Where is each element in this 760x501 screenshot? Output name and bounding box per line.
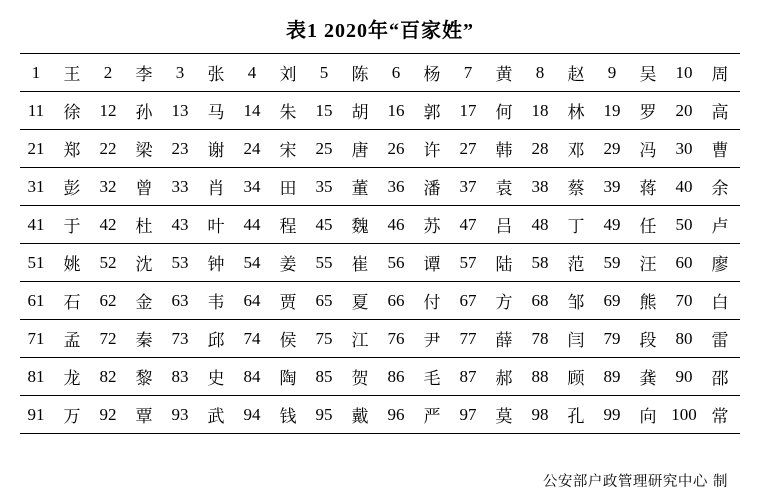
surname-cell: 肖	[196, 168, 236, 206]
rank-cell: 1	[20, 54, 52, 92]
rank-cell: 64	[236, 282, 268, 320]
surname-cell: 蒋	[628, 168, 668, 206]
rank-cell: 69	[596, 282, 628, 320]
table-row	[20, 168, 740, 206]
rank-cell: 79	[596, 320, 628, 358]
rank-cell: 48	[524, 206, 556, 244]
surname-cell: 苏	[412, 206, 452, 244]
rank-cell: 39	[596, 168, 628, 206]
rank-cell: 9	[596, 54, 628, 92]
rank-cell: 100	[668, 396, 700, 434]
surname-cell: 常	[700, 396, 740, 434]
surname-cell: 毛	[412, 358, 452, 396]
rank-cell: 62	[92, 282, 124, 320]
rank-cell: 14	[236, 92, 268, 130]
surname-cell: 覃	[124, 396, 164, 434]
surname-cell: 田	[268, 168, 308, 206]
rank-cell: 38	[524, 168, 556, 206]
rank-cell: 85	[308, 358, 340, 396]
rank-cell: 67	[452, 282, 484, 320]
rank-cell: 12	[92, 92, 124, 130]
rank-cell: 74	[236, 320, 268, 358]
rank-cell: 58	[524, 244, 556, 282]
rank-cell: 82	[92, 358, 124, 396]
rank-cell: 4	[236, 54, 268, 92]
surname-cell: 戴	[340, 396, 380, 434]
surname-cell: 叶	[196, 206, 236, 244]
surname-cell: 许	[412, 130, 452, 168]
surname-cell: 钱	[268, 396, 308, 434]
table-row	[20, 54, 740, 92]
table-row	[20, 92, 740, 130]
surname-cell: 冯	[628, 130, 668, 168]
rank-cell: 61	[20, 282, 52, 320]
surname-cell: 贾	[268, 282, 308, 320]
surname-cell: 熊	[628, 282, 668, 320]
table-row	[20, 282, 740, 320]
surname-cell: 陶	[268, 358, 308, 396]
surname-cell: 魏	[340, 206, 380, 244]
rank-cell: 20	[668, 92, 700, 130]
rank-cell: 81	[20, 358, 52, 396]
surname-cell: 陈	[340, 54, 380, 92]
rank-cell: 83	[164, 358, 196, 396]
rank-cell: 87	[452, 358, 484, 396]
rank-cell: 89	[596, 358, 628, 396]
rank-cell: 35	[308, 168, 340, 206]
surname-cell: 侯	[268, 320, 308, 358]
rank-cell: 99	[596, 396, 628, 434]
surname-cell: 宋	[268, 130, 308, 168]
surname-cell: 夏	[340, 282, 380, 320]
rank-cell: 34	[236, 168, 268, 206]
rank-cell: 33	[164, 168, 196, 206]
surname-cell: 李	[124, 54, 164, 92]
surname-cell: 段	[628, 320, 668, 358]
rank-cell: 73	[164, 320, 196, 358]
surname-cell: 崔	[340, 244, 380, 282]
surname-cell: 彭	[52, 168, 92, 206]
rank-cell: 7	[452, 54, 484, 92]
rank-cell: 13	[164, 92, 196, 130]
surname-cell: 高	[700, 92, 740, 130]
rank-cell: 21	[20, 130, 52, 168]
surname-cell: 何	[484, 92, 524, 130]
rank-cell: 70	[668, 282, 700, 320]
surname-cell: 龙	[52, 358, 92, 396]
rank-cell: 32	[92, 168, 124, 206]
rank-cell: 28	[524, 130, 556, 168]
rank-cell: 71	[20, 320, 52, 358]
rank-cell: 42	[92, 206, 124, 244]
rank-cell: 18	[524, 92, 556, 130]
surname-cell: 林	[556, 92, 596, 130]
rank-cell: 46	[380, 206, 412, 244]
rank-cell: 25	[308, 130, 340, 168]
surname-cell: 陆	[484, 244, 524, 282]
surname-cell: 邓	[556, 130, 596, 168]
rank-cell: 90	[668, 358, 700, 396]
table-row	[20, 130, 740, 168]
surname-cell: 贺	[340, 358, 380, 396]
rank-cell: 66	[380, 282, 412, 320]
surname-cell: 吕	[484, 206, 524, 244]
surname-cell: 曾	[124, 168, 164, 206]
rank-cell: 5	[308, 54, 340, 92]
rank-cell: 98	[524, 396, 556, 434]
rank-cell: 68	[524, 282, 556, 320]
rank-cell: 3	[164, 54, 196, 92]
surname-cell: 谭	[412, 244, 452, 282]
rank-cell: 77	[452, 320, 484, 358]
surname-cell: 黎	[124, 358, 164, 396]
rank-cell: 24	[236, 130, 268, 168]
surname-cell: 廖	[700, 244, 740, 282]
surname-cell: 马	[196, 92, 236, 130]
surname-cell: 董	[340, 168, 380, 206]
rank-cell: 31	[20, 168, 52, 206]
surname-cell: 吴	[628, 54, 668, 92]
rank-cell: 11	[20, 92, 52, 130]
table-row	[20, 358, 740, 396]
table-row	[20, 320, 740, 358]
rank-cell: 52	[92, 244, 124, 282]
source-credit: 公安部户政管理研究中心 制	[542, 474, 728, 490]
surname-cell: 石	[52, 282, 92, 320]
rank-cell: 59	[596, 244, 628, 282]
surname-cell: 金	[124, 282, 164, 320]
rank-cell: 37	[452, 168, 484, 206]
surname-cell: 谢	[196, 130, 236, 168]
rank-cell: 36	[380, 168, 412, 206]
surname-cell: 尹	[412, 320, 452, 358]
rank-cell: 56	[380, 244, 412, 282]
surname-cell: 杜	[124, 206, 164, 244]
rank-cell: 84	[236, 358, 268, 396]
surname-cell: 徐	[52, 92, 92, 130]
surname-cell: 卢	[700, 206, 740, 244]
rank-cell: 44	[236, 206, 268, 244]
surname-cell: 薛	[484, 320, 524, 358]
surname-cell: 郭	[412, 92, 452, 130]
surname-cell: 任	[628, 206, 668, 244]
rank-cell: 54	[236, 244, 268, 282]
rank-cell: 80	[668, 320, 700, 358]
rank-cell: 63	[164, 282, 196, 320]
surname-cell: 范	[556, 244, 596, 282]
surname-cell: 王	[52, 54, 92, 92]
surname-cell: 蔡	[556, 168, 596, 206]
surname-cell: 孟	[52, 320, 92, 358]
surname-cell: 唐	[340, 130, 380, 168]
surname-cell: 梁	[124, 130, 164, 168]
rank-cell: 91	[20, 396, 52, 434]
rank-cell: 41	[20, 206, 52, 244]
surname-cell: 史	[196, 358, 236, 396]
surname-cell: 汪	[628, 244, 668, 282]
surname-cell: 张	[196, 54, 236, 92]
surname-cell: 姜	[268, 244, 308, 282]
surname-cell: 孙	[124, 92, 164, 130]
rank-cell: 57	[452, 244, 484, 282]
rank-cell: 8	[524, 54, 556, 92]
surname-cell: 丁	[556, 206, 596, 244]
surname-cell: 沈	[124, 244, 164, 282]
surname-cell: 郝	[484, 358, 524, 396]
surname-cell: 付	[412, 282, 452, 320]
surname-cell: 潘	[412, 168, 452, 206]
rank-cell: 26	[380, 130, 412, 168]
rank-cell: 53	[164, 244, 196, 282]
rank-cell: 60	[668, 244, 700, 282]
surname-cell: 龚	[628, 358, 668, 396]
rank-cell: 16	[380, 92, 412, 130]
rank-cell: 15	[308, 92, 340, 130]
rank-cell: 2	[92, 54, 124, 92]
surname-cell: 雷	[700, 320, 740, 358]
surname-cell: 刘	[268, 54, 308, 92]
rank-cell: 27	[452, 130, 484, 168]
rank-cell: 47	[452, 206, 484, 244]
rank-cell: 45	[308, 206, 340, 244]
rank-cell: 72	[92, 320, 124, 358]
surname-cell: 白	[700, 282, 740, 320]
rank-cell: 30	[668, 130, 700, 168]
surname-cell: 程	[268, 206, 308, 244]
rank-cell: 6	[380, 54, 412, 92]
page-title: 表1 2020年“百家姓”	[286, 20, 474, 42]
surname-cell: 邵	[700, 358, 740, 396]
surname-cell: 闫	[556, 320, 596, 358]
rank-cell: 19	[596, 92, 628, 130]
surname-cell: 江	[340, 320, 380, 358]
surname-cell: 武	[196, 396, 236, 434]
rank-cell: 65	[308, 282, 340, 320]
surname-ranking-table	[20, 53, 740, 434]
surname-cell: 向	[628, 396, 668, 434]
surname-cell: 周	[700, 54, 740, 92]
surname-cell: 黄	[484, 54, 524, 92]
rank-cell: 76	[380, 320, 412, 358]
rank-cell: 50	[668, 206, 700, 244]
rank-cell: 17	[452, 92, 484, 130]
surname-cell: 方	[484, 282, 524, 320]
rank-cell: 75	[308, 320, 340, 358]
surname-cell: 万	[52, 396, 92, 434]
rank-cell: 40	[668, 168, 700, 206]
table-body	[20, 54, 740, 434]
surname-cell: 郑	[52, 130, 92, 168]
rank-cell: 10	[668, 54, 700, 92]
surname-cell: 韩	[484, 130, 524, 168]
rank-cell: 86	[380, 358, 412, 396]
rank-cell: 94	[236, 396, 268, 434]
surname-cell: 罗	[628, 92, 668, 130]
surname-cell: 朱	[268, 92, 308, 130]
surname-cell: 袁	[484, 168, 524, 206]
surname-cell: 杨	[412, 54, 452, 92]
rank-cell: 22	[92, 130, 124, 168]
surname-cell: 秦	[124, 320, 164, 358]
rank-cell: 29	[596, 130, 628, 168]
surname-cell: 于	[52, 206, 92, 244]
surname-cell: 胡	[340, 92, 380, 130]
table-row	[20, 396, 740, 434]
rank-cell: 78	[524, 320, 556, 358]
surname-cell: 韦	[196, 282, 236, 320]
surname-cell: 姚	[52, 244, 92, 282]
rank-cell: 95	[308, 396, 340, 434]
surname-cell: 钟	[196, 244, 236, 282]
rank-cell: 92	[92, 396, 124, 434]
rank-cell: 96	[380, 396, 412, 434]
surname-cell: 孔	[556, 396, 596, 434]
rank-cell: 43	[164, 206, 196, 244]
rank-cell: 49	[596, 206, 628, 244]
rank-cell: 97	[452, 396, 484, 434]
rank-cell: 23	[164, 130, 196, 168]
surname-cell: 严	[412, 396, 452, 434]
surname-cell: 邹	[556, 282, 596, 320]
surname-cell: 赵	[556, 54, 596, 92]
rank-cell: 88	[524, 358, 556, 396]
rank-cell: 51	[20, 244, 52, 282]
surname-cell: 莫	[484, 396, 524, 434]
surname-cell: 顾	[556, 358, 596, 396]
rank-cell: 55	[308, 244, 340, 282]
table-row	[20, 244, 740, 282]
surname-cell: 邱	[196, 320, 236, 358]
rank-cell: 93	[164, 396, 196, 434]
surname-cell: 余	[700, 168, 740, 206]
surname-cell: 曹	[700, 130, 740, 168]
table-row	[20, 206, 740, 244]
